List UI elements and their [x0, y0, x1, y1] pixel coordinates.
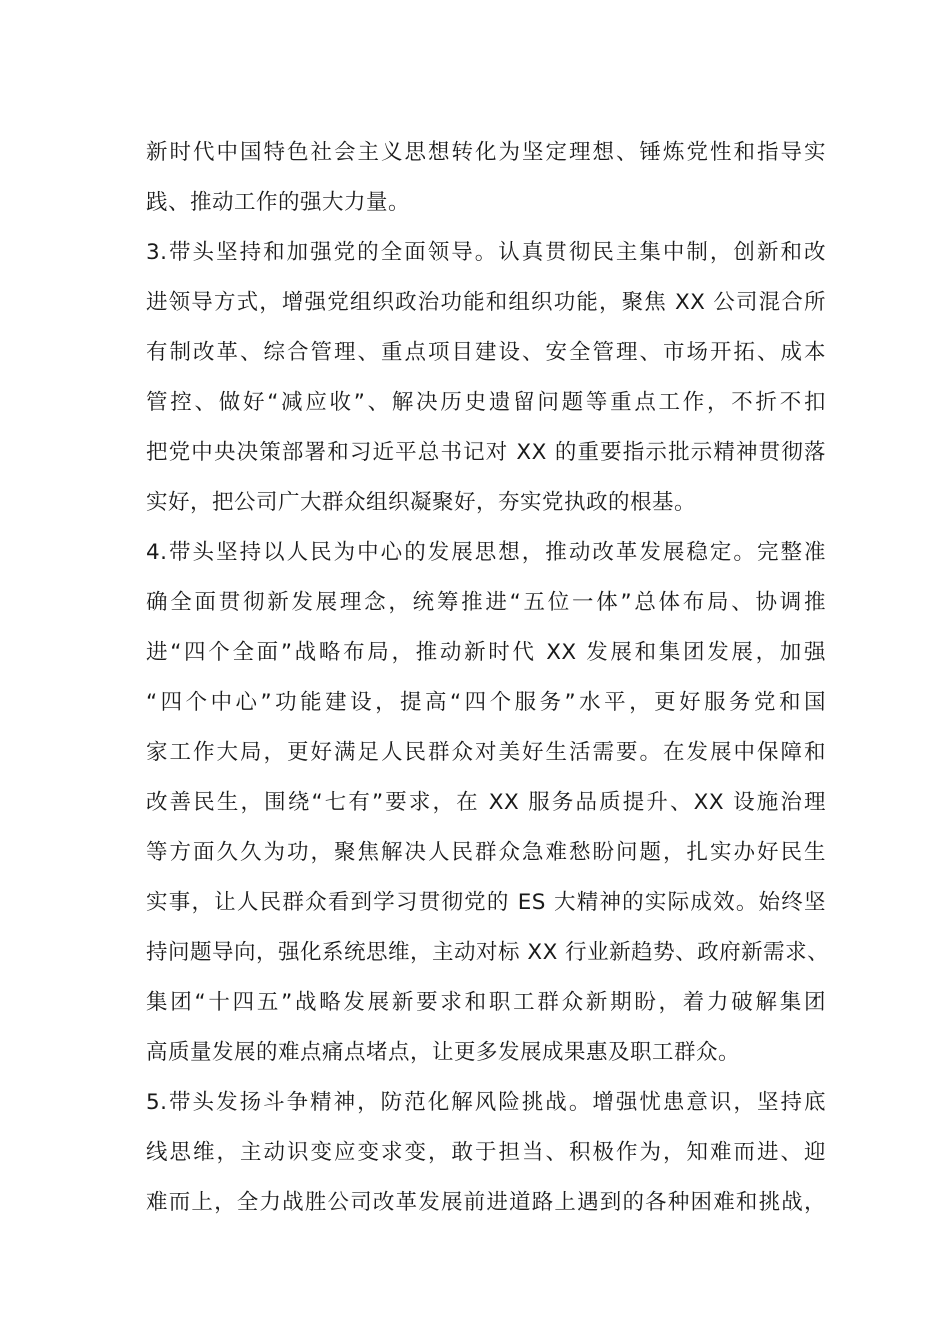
text-line: 实好，把公司广大群众组织凝聚好，夯实党执政的根基。 — [146, 490, 697, 515]
text-line: 家工作大局，更好满足人民群众对美好生活需要。在发展中保障和 — [146, 740, 826, 765]
text-line: 4.带头坚持以人民为中心的发展思想，推动改革发展稳定。完整准 — [146, 540, 826, 565]
text-line: “四个中心”功能建设，提高“四个服务”水平，更好服务党和国 — [146, 690, 826, 715]
text-line: 3.带头坚持和加强党的全面领导。认真贯彻民主集中制，创新和改 — [146, 240, 826, 265]
text-line: 有制改革、综合管理、重点项目建设、安全管理、市场开拓、成本 — [146, 340, 826, 365]
text-line: 进“四个全面”战略布局，推动新时代 XX 发展和集团发展，加强 — [146, 640, 826, 665]
text-line: 线思维，主动识变应变求变，敢于担当、积极作为，知难而进、迎 — [146, 1140, 826, 1165]
text-line: 确全面贯彻新发展理念，统筹推进“五位一体”总体布局、协调推 — [146, 590, 826, 615]
text-line: 高质量发展的难点痛点堵点，让更多发展成果惠及职工群众。 — [146, 1040, 741, 1065]
text-line: 等方面久久为功，聚焦解决人民群众急难愁盼问题，扎实办好民生 — [146, 840, 826, 865]
text-line: 难而上，全力战胜公司改革发展前进道路上遇到的各种困难和挑战， — [146, 1190, 826, 1215]
text-line: 5.带头发扬斗争精神，防范化解风险挑战。增强忧患意识，坚持底 — [146, 1090, 826, 1115]
text-line: 新时代中国特色社会主义思想转化为坚定理想、锤炼党性和指导实 — [146, 140, 826, 165]
text-line: 践、推动工作的强大力量。 — [146, 190, 411, 215]
text-line: 持问题导向，强化系统思维，主动对标 XX 行业新趋势、政府新需求、 — [146, 940, 830, 965]
text-line: 实事，让人民群众看到学习贯彻党的 ES 大精神的实际成效。始终坚 — [146, 890, 826, 915]
text-line: 改善民生，围绕“七有”要求，在 XX 服务品质提升、XX 设施治理 — [146, 790, 826, 815]
text-line: 集团“十四五”战略发展新要求和职工群众新期盼，着力破解集团 — [146, 990, 826, 1015]
text-line: 把党中央决策部署和习近平总书记对 XX 的重要指示批示精神贯彻落 — [146, 440, 826, 465]
document-body — [146, 128, 830, 1228]
text-line: 进领导方式，增强党组织政治功能和组织功能，聚焦 XX 公司混合所 — [146, 290, 826, 315]
text-line: 管控、做好“减应收”、解决历史遗留问题等重点工作，不折不扣 — [146, 390, 826, 415]
